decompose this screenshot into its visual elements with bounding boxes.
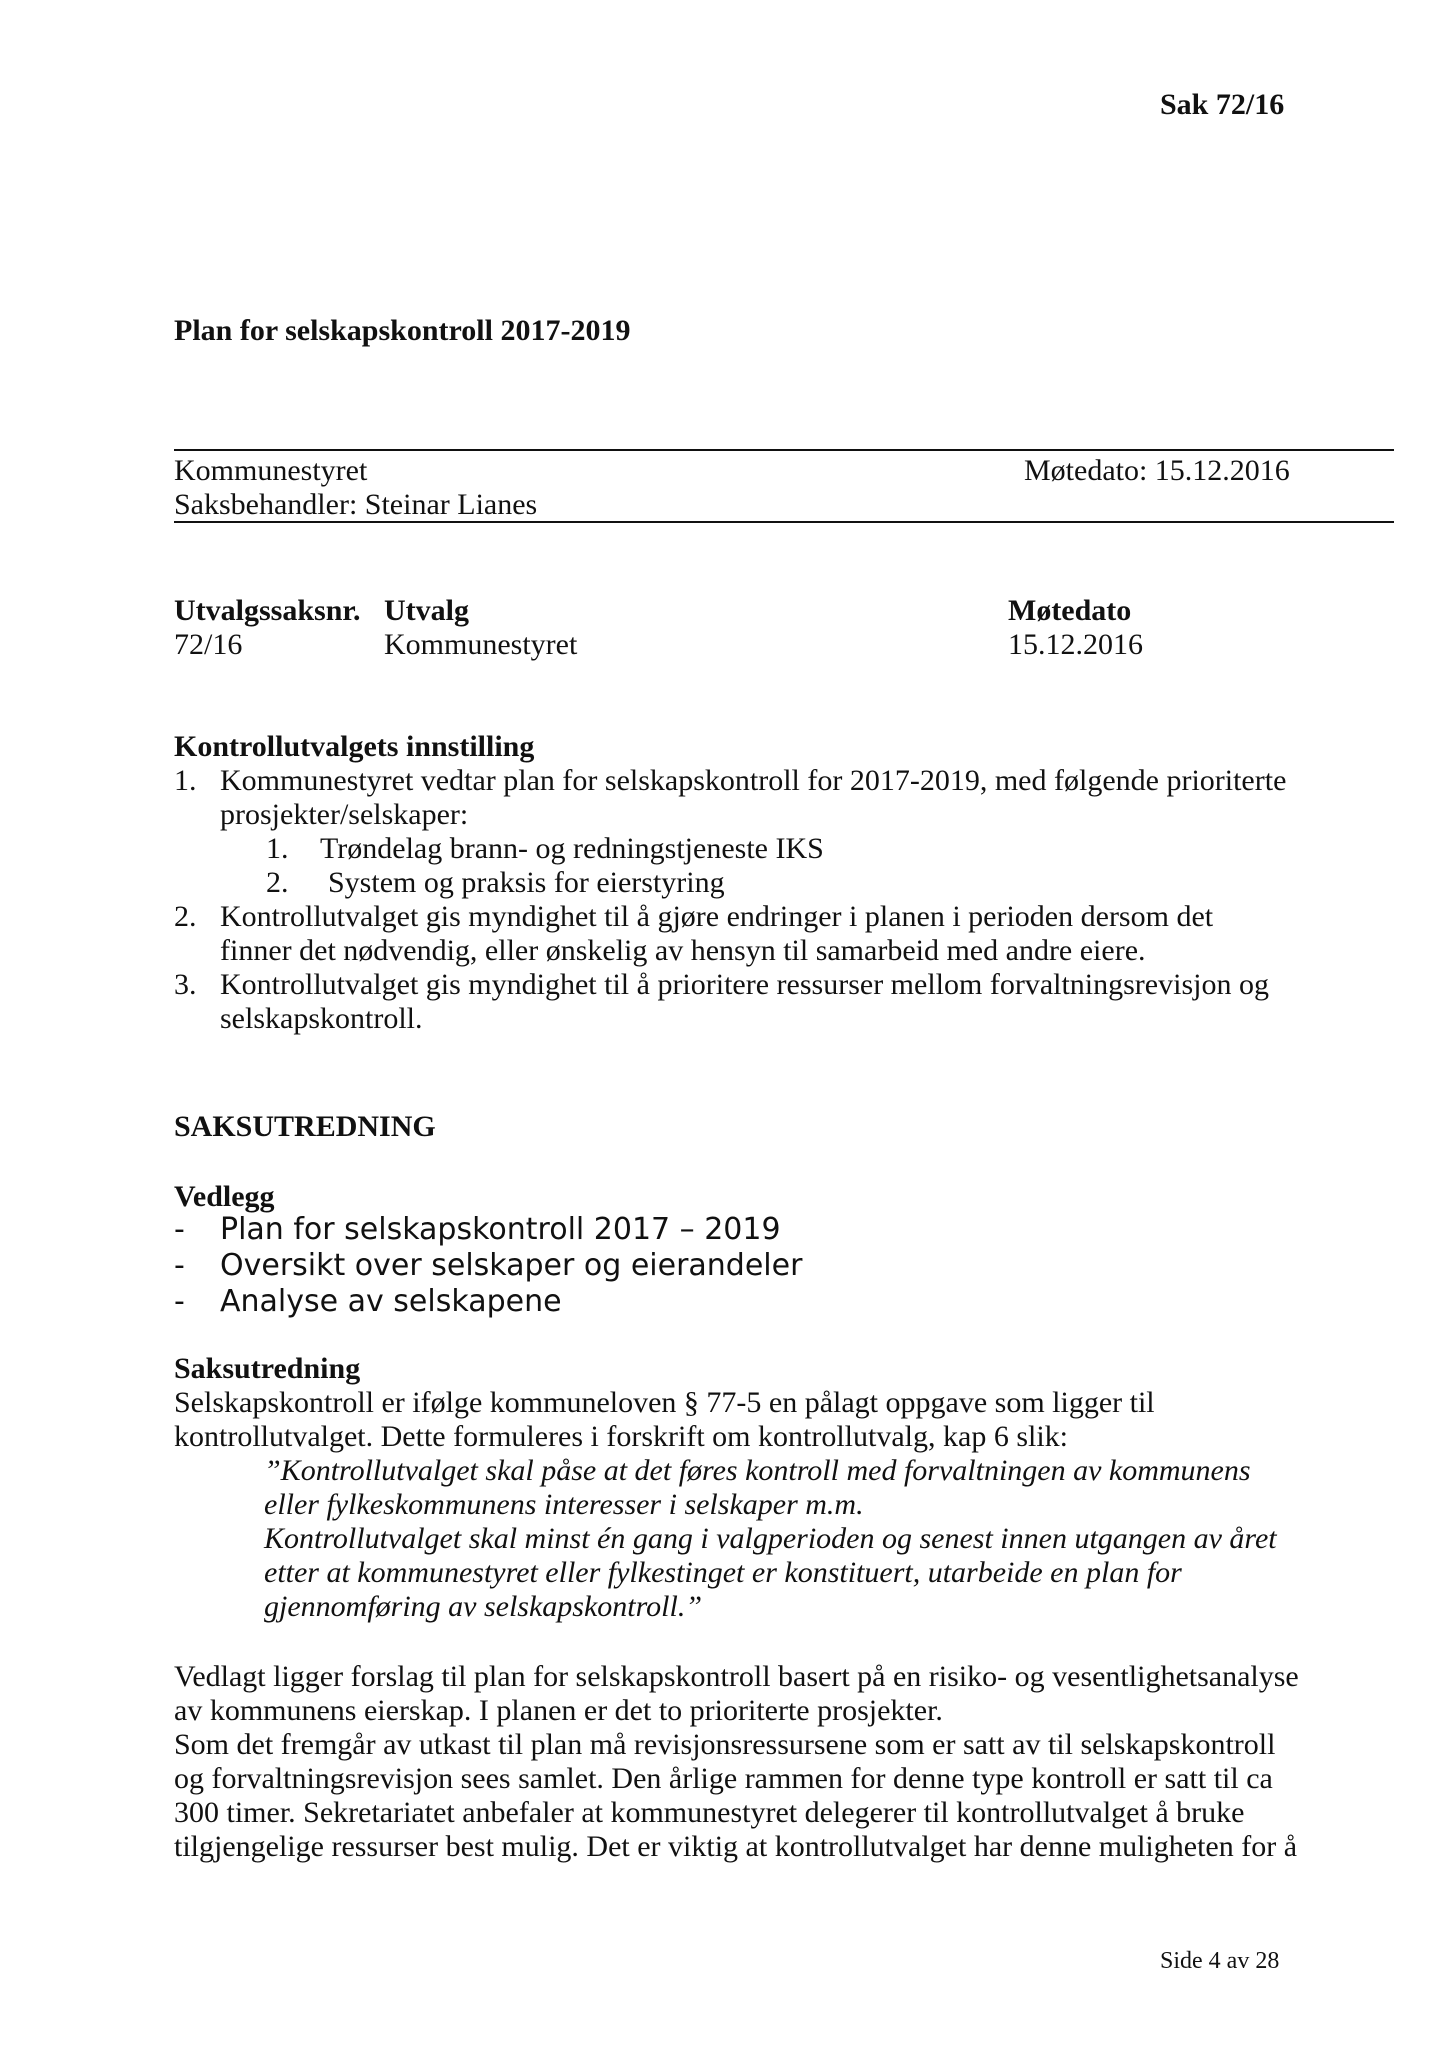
attachment-item: Oversikt over selskaper og eierandeler bbox=[220, 1248, 803, 1283]
table-header-meeting-date: Møtedato bbox=[1008, 594, 1132, 627]
recommendation-item-1-number: 1. bbox=[174, 764, 197, 797]
attachment-item: Plan for selskapskontroll 2017 – 2019 bbox=[220, 1212, 781, 1247]
table-header-case-no: Utvalgssaksnr. bbox=[174, 594, 361, 627]
quote-line: eller fylkeskommunens interesser i selskaper m.m. bbox=[264, 1488, 864, 1521]
case-report-subheading: Saksutredning bbox=[174, 1352, 361, 1385]
quote-line: etter at kommunestyret eller fylkestinget er konstituert, utarbeide en plan for bbox=[264, 1556, 1182, 1589]
divider-top bbox=[174, 449, 1394, 451]
quote-line: Kontrollutvalget skal minst én gang i valgperioden og senest innen utgangen av året bbox=[264, 1522, 1277, 1555]
recommendation-item-2-number: 2. bbox=[174, 900, 197, 933]
paragraph-line: 300 timer. Sekretariatet anbefaler at kommunestyret delegerer til kontrollutvalget å bruke bbox=[174, 1796, 1245, 1829]
sub-item-1-text: Trøndelag brann- og redningstjeneste IKS bbox=[320, 832, 824, 865]
meta-meeting-date: Møtedato: 15.12.2016 bbox=[1024, 454, 1290, 487]
recommendation-item-3-text-cont: selskapskontroll. bbox=[220, 1002, 423, 1035]
case-number: Sak 72/16 bbox=[1160, 88, 1285, 121]
recommendation-item-1-text: Kommunestyret vedtar plan for selskapskontroll for 2017-2019, med følgende prioriterte bbox=[220, 764, 1287, 797]
attachment-dash-3: - bbox=[174, 1284, 185, 1319]
attachment-item: Analyse av selskapene bbox=[220, 1284, 562, 1319]
sub-item-2-text: System og praksis for eierstyring bbox=[328, 866, 725, 899]
recommendation-item-2-text: Kontrollutvalget gis myndighet til å gjøre endringer i planen i perioden dersom det bbox=[220, 900, 1214, 933]
attachments-heading: Vedlegg bbox=[174, 1180, 275, 1213]
meta-body: Kommunestyret bbox=[174, 454, 368, 487]
recommendation-item-2-text-cont: finner det nødvendig, eller ønskelig av hensyn til samarbeid med andre eiere. bbox=[220, 934, 1146, 967]
attachment-dash-1: - bbox=[174, 1212, 185, 1247]
divider-bottom bbox=[174, 521, 1394, 523]
paragraph-line: Som det fremgår av utkast til plan må revisjonsressursene som er satt av til selskapskontroll bbox=[174, 1728, 1276, 1761]
paragraph-line: og forvaltningsrevisjon sees samlet. Den årlige rammen for denne type kontroll er satt til ca bbox=[174, 1762, 1273, 1795]
table-cell-meeting-date: 15.12.2016 bbox=[1008, 628, 1143, 661]
attachment-dash-2: - bbox=[174, 1248, 185, 1283]
recommendation-item-3-number: 3. bbox=[174, 968, 197, 1001]
case-report-heading: SAKSUTREDNING bbox=[174, 1110, 436, 1143]
quote-line: gjennomføring av selskapskontroll.” bbox=[264, 1590, 703, 1623]
page-number: Side 4 av 28 bbox=[1160, 1948, 1280, 1974]
quote-line: ”Kontrollutvalget skal påse at det føres kontroll med forvaltningen av kommunens bbox=[264, 1454, 1251, 1487]
meta-case-handler: Saksbehandler: Steinar Lianes bbox=[174, 488, 538, 521]
paragraph-line: tilgjengelige ressurser best mulig. Det er viktig at kontrollutvalget har denne muligheten for å bbox=[174, 1830, 1298, 1863]
paragraph-line: Vedlagt ligger forslag til plan for selskapskontroll basert på en risiko- og vesentlighetsanalyse bbox=[174, 1660, 1299, 1693]
recommendation-item-3-text: Kontrollutvalget gis myndighet til å prioritere ressurser mellom forvaltningsrevisjon og bbox=[220, 968, 1269, 1001]
paragraph-line: kontrollutvalget. Dette formuleres i forskrift om kontrollutvalg, kap 6 slik: bbox=[174, 1420, 1068, 1453]
table-cell-case-no: 72/16 bbox=[174, 628, 243, 661]
page-title: Plan for selskapskontroll 2017-2019 bbox=[174, 314, 631, 347]
recommendation-item-1-text-cont: prosjekter/selskaper: bbox=[220, 798, 469, 831]
sub-item-1-number: 1. bbox=[266, 832, 289, 865]
paragraph-line: av kommunens eierskap. I planen er det to prioriterte prosjekter. bbox=[174, 1694, 943, 1727]
recommendation-heading: Kontrollutvalgets innstilling bbox=[174, 730, 535, 763]
table-cell-committee: Kommunestyret bbox=[384, 628, 578, 661]
table-header-committee: Utvalg bbox=[384, 594, 469, 627]
paragraph-line: Selskapskontroll er ifølge kommuneloven § 77-5 en pålagt oppgave som ligger til bbox=[174, 1386, 1155, 1419]
sub-item-2-number: 2. bbox=[266, 866, 289, 899]
